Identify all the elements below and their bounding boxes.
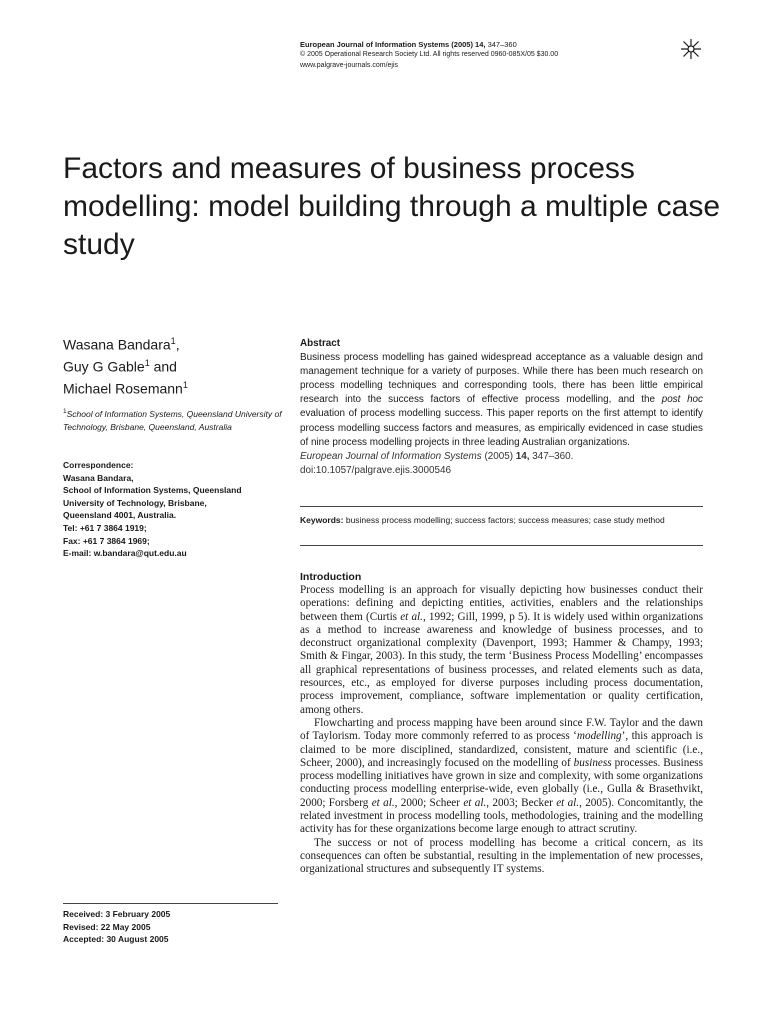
journal-name-text: European Journal of Information Systems (2005) 14, xyxy=(300,40,486,49)
correspondence-line: Tel: +61 7 3864 1919; xyxy=(63,522,147,533)
copyright-line: © 2005 Operational Research Society Ltd. All rights reserved 0960-085X/05 $30.00 xyxy=(300,51,559,58)
correspondence-heading: Correspondence: xyxy=(63,460,134,470)
revised-date: Revised: 22 May 2005 xyxy=(63,921,151,932)
author-list xyxy=(63,332,188,398)
paper-title: Factors and measures of business process modelling: model building through a multiple case study xyxy=(63,152,721,261)
doi-link[interactable]: doi:10.1057/palgrave.ejis.3000546 xyxy=(300,464,451,476)
correspondence-block xyxy=(63,459,293,560)
abstract-citation: European Journal of Information Systems (2005) 14, 347–360. xyxy=(300,450,574,462)
correspondence-line: Wasana Bandara, xyxy=(63,472,134,483)
keywords: Keywords: business process modelling; success factors; success measures; case study method xyxy=(300,515,665,525)
divider xyxy=(63,903,278,904)
journal-website-link[interactable]: www.palgrave-journals.com/ejis xyxy=(300,62,399,69)
journal-pages: 347–360 xyxy=(487,40,517,49)
abstract-block xyxy=(300,337,703,478)
divider xyxy=(300,506,703,507)
submission-dates xyxy=(63,908,170,946)
abstract-heading: Abstract xyxy=(300,338,341,349)
author-2: Guy G Gable$^1$ and xyxy=(63,358,177,375)
correspondence-line: Queensland 4001, Australia. xyxy=(63,510,177,521)
paragraph-2: Flowcharting and process mapping have been around since F.W. Taylor and the dawn of Taylorism. Today more commonly referred to as process ‘modelling’, this approach is claimed to be more disciplined, standardized, consistent, mature and scientific (i.e., Scheer, 2000), and increasingly focused on the modelling of business processes. Business process modelling initiatives have grown in size and complexity, with some organizations conducting process modelling enterprise-wide, even globally (i.e., Gulla & Brasethvikt, 2000; Forsberg et al., 2000; Scheer et al., 2003; Becker et al., 2005). Concomitantly, the related investment in process modelling tools, methodologies, training and the modelling activity has for these organizations become large enough to attract scrutiny. xyxy=(300,716,704,836)
author-affiliation: $^1$School of Information Systems, Queensland University of Technology, Brisbane, Queensland, Australia xyxy=(63,408,282,432)
paragraph-1: Process modelling is an approach for visually depicting how businesses conduct their operations: defining and depicting entities, activities, enablers and the relationships between them (Curtis et al., 1992; Gill, 1999, p 5). It is widely used within organizations as a method to increase awareness and knowledge of business processes, and to deconstruct organizational complexity (Davenport, 1993; Hammer & Champy, 1993; Smith & Fingar, 2003). In this study, the term ‘Business Process Modelling’ encompasses all graphical representations of business processes, and related elements such as data, resources, etc., as employed for diverse purposes including process documentation, process improvement, compliance, software implementation or quality certification, among others. xyxy=(300,584,704,716)
introduction-body xyxy=(300,584,703,877)
author-1: Wasana Bandara$^1$, xyxy=(63,336,180,353)
palgrave-star-logo-icon xyxy=(680,38,702,60)
correspondence-email[interactable]: E-mail: w.bandara@qut.edu.au xyxy=(63,548,187,559)
author-3: Michael Rosemann$^1$ xyxy=(63,380,188,397)
correspondence-line: School of Information Systems, Queensland xyxy=(63,485,242,496)
journal-name xyxy=(300,40,517,49)
divider xyxy=(300,545,703,546)
received-date: Received: 3 February 2005 xyxy=(63,909,171,919)
correspondence-line: Fax: +61 7 3864 1969; xyxy=(63,535,150,546)
introduction-heading: Introduction xyxy=(300,571,362,583)
paragraph-3: The success or not of process modelling has become a critical concern, as its consequences can often be substantial, resulting in the implementation of new processes, organizational structures and subsequently IT systems. xyxy=(300,836,703,876)
abstract-text: Business process modelling has gained widespread acceptance as a valuable design and management technique for a variety of purposes. While there has been much research on process modelling techniques and corresponding tools, there has been little empirical research into the success factors of effective process modelling, and the post hoc evaluation of process modelling success. This paper reports on the first attempt to identify process modelling success factors and measures, as empirically evidenced in case studies of nine process modelling projects in three leading Australian organizations. xyxy=(300,352,703,448)
accepted-date: Accepted: 30 August 2005 xyxy=(63,934,169,945)
correspondence-line: University of Technology, Brisbane, xyxy=(63,497,207,508)
